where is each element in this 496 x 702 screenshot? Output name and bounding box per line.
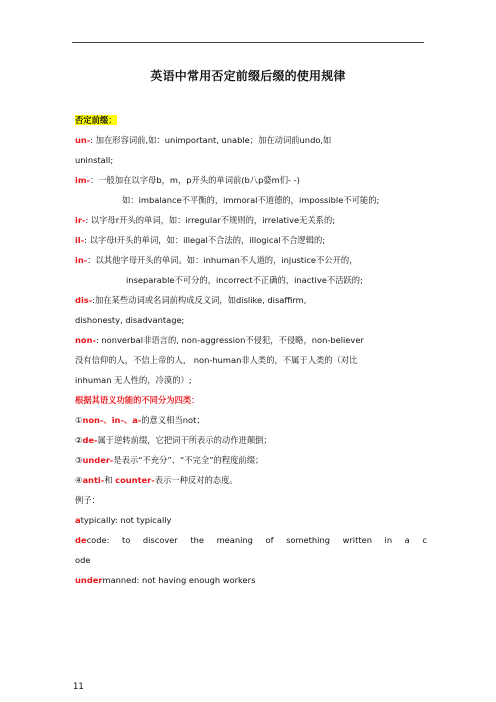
ir-line xyxy=(75,210,427,230)
prefix-un: un- xyxy=(75,135,91,145)
class-4-prefix-anti: anti- xyxy=(82,475,105,485)
classify-heading-line xyxy=(75,390,427,410)
class-3-desc: 是表示“不充分”、“不完全”的程度前缀； xyxy=(113,455,264,465)
examples-label: 例子： xyxy=(75,495,100,505)
non-desc-3: inhuman 无人性的，冷漠的）; xyxy=(75,375,192,385)
dis-line-2 xyxy=(75,310,427,330)
prefix-im: im- xyxy=(75,175,90,185)
prefix-non: non- xyxy=(75,335,96,345)
example-de-wrap-line xyxy=(75,550,427,570)
class-4-line xyxy=(75,470,427,490)
ir-desc: : 以字母r开头的单词，如：irregular不规则的，irrelative无关系的; xyxy=(85,215,336,225)
example-de-word: something xyxy=(286,535,331,545)
class-4-num: ④ xyxy=(75,475,83,485)
un-desc: : 加在形容词前,如：unimportant, unable；加在动词前undo,如 xyxy=(90,135,332,145)
class-3-prefix: under- xyxy=(82,455,114,465)
non-line-2 xyxy=(75,350,427,370)
example-de-word: a xyxy=(404,535,410,545)
prefix-in: in- xyxy=(75,255,88,265)
examples-label-line xyxy=(75,490,427,510)
in-desc: ：以其他字母开头的单词。如：inhuman不人道的，injustice不公开的， xyxy=(87,255,358,265)
prefix-il: il- xyxy=(75,235,85,245)
example-de-word: written xyxy=(342,535,372,545)
dis-line xyxy=(75,290,427,310)
example-under-line xyxy=(75,570,427,590)
example-de-wrap: ode xyxy=(75,555,91,565)
im-examples: 如：imbalance不平衡的，immoral不道德的，impossible不可能的; xyxy=(122,195,380,205)
page-number: 11 xyxy=(73,682,84,692)
class-4-desc: 表示一种反对的态度。 xyxy=(154,475,238,485)
non-line-3 xyxy=(75,370,427,390)
example-de-word-1 xyxy=(75,530,109,550)
non-line xyxy=(75,330,427,350)
class-1-num: ① xyxy=(75,415,83,425)
example-de-line xyxy=(75,530,427,550)
example-de-word: the xyxy=(190,535,205,545)
example-de-word: discover xyxy=(142,535,178,545)
class-3-line xyxy=(75,450,427,470)
dis-desc: :加在某些动词或名词前构成反义词，如dislike, disaffirm, xyxy=(92,295,307,305)
class-1-line xyxy=(75,410,427,430)
class-4-prefix-counter: counter- xyxy=(115,475,155,485)
class-2-line xyxy=(75,430,427,450)
example-de-word-code: code: xyxy=(86,535,110,545)
il-line xyxy=(75,230,427,250)
in-examples: inseparable不可分的，incorrect不正确的，inactive不活跃的; xyxy=(126,275,363,285)
un-line-2 xyxy=(75,150,427,170)
un-desc-2: uninstall; xyxy=(75,155,114,165)
class-2-desc: 属于逆转前缀，它把词干所表示的动作进颠倒； xyxy=(97,435,272,445)
example-de-prefix: de xyxy=(75,535,87,545)
example-de-word: to xyxy=(121,535,131,545)
prefix-dis: dis- xyxy=(75,295,93,305)
classify-heading: 根据其语义功能的不同分为四类： xyxy=(75,395,200,405)
example-de-word: c xyxy=(422,535,427,545)
example-de-word: meaning xyxy=(216,535,253,545)
page-title: 英语中常用否定前缀后缀的使用规律 xyxy=(150,69,346,83)
example-under-prefix: under xyxy=(75,575,103,585)
class-1-prefix: non-、in-、a- xyxy=(82,415,142,425)
im-desc: ：一般加在以字母b，m，p开头的单词前(b八p婆m们- -) xyxy=(89,175,300,185)
non-desc-2: 没有信仰的人，不信上帝的人， non-human非人类的，不属于人类的（对比 xyxy=(75,355,358,365)
example-under-text: manned: not having enough workers xyxy=(102,575,256,585)
neg-prefix-heading-line xyxy=(75,110,427,130)
example-de-word: in xyxy=(384,535,393,545)
il-desc: : 以字母l开头的单词，如：illegal不合法的，illogical不合逻辑的; xyxy=(84,235,326,245)
class-1-desc: 的意义相当not； xyxy=(141,415,205,425)
class-3-num: ③ xyxy=(75,455,83,465)
class-2-prefix: de- xyxy=(82,435,98,445)
example-de-word: of xyxy=(265,535,274,545)
un-line xyxy=(75,130,427,150)
neg-prefix-heading: 否定前缀： xyxy=(75,115,117,125)
example-a-line xyxy=(75,510,427,530)
non-desc: : nonverbal非语言的, non-aggression不侵犯，不侵略，non-believer xyxy=(95,335,364,345)
example-a-text: typically: not typically xyxy=(80,515,172,525)
im-line xyxy=(75,170,427,190)
document-body xyxy=(75,110,427,590)
in-line xyxy=(75,250,427,270)
example-a-prefix: a xyxy=(75,515,81,525)
in-examples-line xyxy=(75,270,427,290)
class-4-mid: 和 xyxy=(104,475,116,485)
im-examples-line xyxy=(75,190,427,210)
dis-desc-2: dishonesty, disadvantage; xyxy=(75,315,185,325)
prefix-ir: ir- xyxy=(75,215,86,225)
class-2-num: ② xyxy=(75,435,83,445)
header-rule xyxy=(72,42,424,43)
